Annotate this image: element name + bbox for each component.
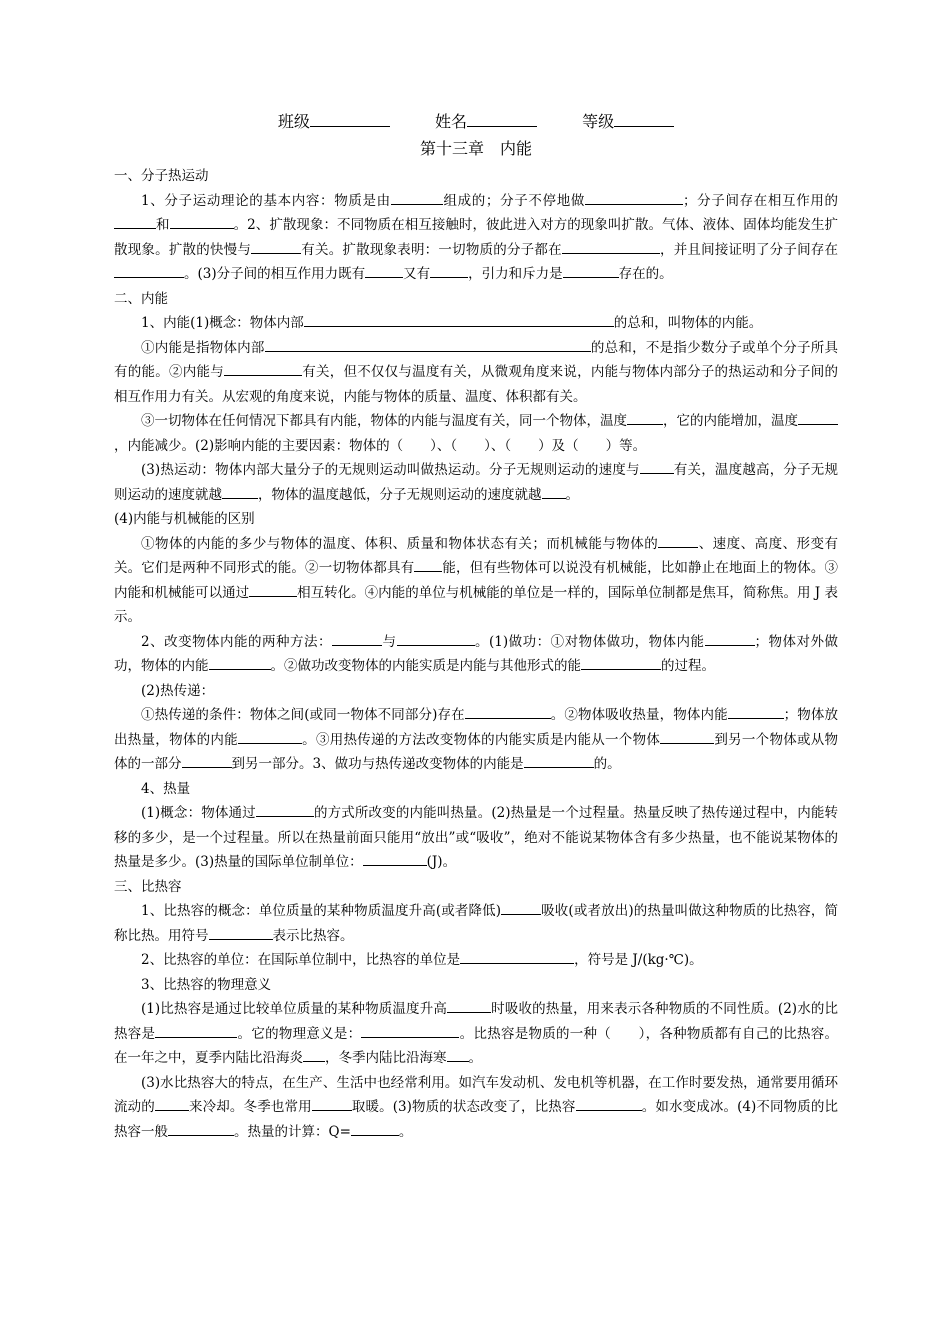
fill-blank[interactable] — [155, 1023, 237, 1038]
paragraph: 4、热量 — [141, 780, 191, 797]
fill-blank[interactable] — [447, 1047, 469, 1062]
subsection-heading: (4)内能与机械能的区别 — [114, 511, 255, 527]
fill-blank[interactable] — [798, 410, 838, 425]
fill-blank[interactable] — [238, 729, 302, 744]
fill-blank[interactable] — [501, 900, 541, 915]
paragraph: ①物体的内能的多少与物体的温度、体积、质量和物体状态有关；而机械能与物体的 、速度、高度、形变有关。它们是两种不同形式的能。②一切物体都具有 能，但有些物体可以说没有机械能，比如静止在地面上的物体。③内能和机械能可以通过 相互转化。④内能的单位与机械能的单位是一样的，国际单位制都是焦耳，简称焦。用 J 表示。 — [114, 532, 838, 630]
paragraph: 3、比热容的物理意义 — [141, 976, 272, 993]
fill-blank[interactable] — [332, 631, 382, 646]
paragraph: (1)概念：物体通过 的方式所改变的内能叫热量。(2)热量是一个过程量。热量反映了热传递过程中，内能转移的多少，是一个过程量。所以在热量前面只能用“放出”或“吸收”，绝对不能说某物体含有多少热量，也不能说某物体的热量是多少。(3)热量的国际单位制单位： (J)。 — [114, 801, 838, 875]
paragraph: (3)水比热容大的特点，在生产、生活中也经常利用。如汽车发动机、发电机等机器，在工作时要发热，通常要用循环流动的 来冷却。冬季也常用 取暖。(3)物质的状态改变了，比热容 。如水变成冰。(4)不同物质的比热容一般 。热量的计算：Q= 。 — [114, 1074, 839, 1140]
fill-blank[interactable] — [155, 1096, 189, 1111]
grade-blank[interactable] — [614, 112, 674, 127]
fill-blank[interactable] — [365, 263, 403, 278]
fill-blank[interactable] — [312, 1096, 352, 1111]
fill-blank[interactable] — [209, 655, 271, 670]
fill-blank[interactable] — [658, 533, 698, 548]
grade-label: 等级 — [582, 112, 615, 131]
fill-blank[interactable] — [351, 1121, 399, 1136]
fill-blank[interactable] — [542, 484, 566, 499]
fill-blank[interactable] — [304, 312, 614, 327]
section-heading: 一、分子热运动 — [114, 168, 209, 184]
section-heading: 三、比热容 — [114, 878, 182, 895]
fill-blank[interactable] — [705, 631, 755, 646]
fill-blank[interactable] — [581, 655, 661, 670]
class-label: 班级 — [277, 112, 310, 131]
fill-blank[interactable] — [460, 949, 574, 964]
fill-blank[interactable] — [224, 361, 302, 376]
paragraph: (1)比热容是通过比较单位质量的某种物质温度升高 时吸收的热量，用来表示各种物质的不同性质。(2)水的比热容是 。它的物理意义是： 。比热容是物质的一种（ ），各种物质都有自己的比热容。在一年之中，夏季内陆比沿海炎 ，冬季内陆比沿海寒 。 — [114, 997, 838, 1071]
fill-blank[interactable] — [585, 190, 683, 205]
fill-blank[interactable] — [397, 631, 475, 646]
chapter-title: 第十三章 内能 — [419, 139, 532, 158]
paragraph: 1、分子运动理论的基本内容：物质是由 组成的；分子不停地做 ；分子间存在相互作用的和 。2、扩散现象：不同物质在相互接触时，彼此进入对方的现象叫扩散。气体、液体、固体均能发生扩散现象。扩散的快慢与 有关。扩散现象表明：一切物质的分子都在 ，并且间接证明了分子间存在。(3)分子间的相互作用力既有 又有 ，引力和斥力是 存在的。 — [114, 189, 838, 287]
name-label: 姓名 — [434, 112, 467, 131]
fill-blank[interactable] — [391, 190, 443, 205]
fill-blank[interactable] — [114, 263, 184, 278]
fill-blank[interactable] — [170, 214, 234, 229]
worksheet-page — [114, 108, 838, 1144]
fill-blank[interactable] — [363, 851, 427, 866]
class-field — [278, 108, 390, 136]
paragraph: 2、比热容的单位：在国际单位制中，比热容的单位是 ，符号是 J/(kg·℃)。 — [114, 948, 838, 973]
fill-blank[interactable] — [256, 802, 314, 817]
fill-blank[interactable] — [168, 1121, 234, 1136]
paragraph: ③一切物体在任何情况下都具有内能，物体的内能与温度有关，同一个物体，温度 ，它的内能增加，温度，内能减少。(2)影响内能的主要因素：物体的（ ）、（ ）、（ ）及（ ）等。 — [114, 409, 838, 458]
fill-blank[interactable] — [660, 729, 714, 744]
fill-blank[interactable] — [414, 557, 442, 572]
fill-blank[interactable] — [182, 753, 232, 768]
fill-blank[interactable] — [222, 484, 258, 499]
paragraph: ①内能是指物体内部 的总和，不是指少数分子或单个分子所具有的能。②内能与 有关，但不仅仅与温度有关，从微观角度来说，内能与物体内部分子的热运动和分子间的相互作用力有关。从宏观的角度来说，内能与物体的质量、温度、体积都有关。 — [114, 336, 838, 410]
name-blank[interactable] — [467, 112, 537, 127]
fill-blank[interactable] — [209, 925, 273, 940]
paragraph: ①热传递的条件：物体之间(或同一物体不同部分)存在 。②物体吸收热量，物体内能 ；物体放出热量，物体的内能 。③用热传递的方法改变物体的内能实质是内能从一个物体 到另一个物体或从物体的一部分 到另一部分。3、做功与热传递改变物体的内能是 的。 — [114, 703, 838, 777]
paragraph: (2)热传递： — [141, 682, 215, 699]
fill-blank[interactable] — [627, 410, 663, 425]
fill-blank[interactable] — [303, 1047, 325, 1062]
fill-blank[interactable] — [576, 1096, 642, 1111]
fill-blank[interactable] — [447, 998, 491, 1013]
section-heading: 二、内能 — [114, 290, 168, 307]
fill-blank[interactable] — [728, 704, 784, 719]
fill-blank[interactable] — [249, 582, 297, 597]
fill-blank[interactable] — [114, 214, 156, 229]
student-info-line — [114, 108, 838, 136]
fill-blank[interactable] — [640, 459, 674, 474]
fill-blank[interactable] — [562, 239, 660, 254]
paragraph: 1、比热容的概念：单位质量的某种物质温度升高(或者降低) 吸收(或者放出)的热量叫做这种物质的比热容，简称比热。用符号 表示比热容。 — [114, 899, 838, 948]
fill-blank[interactable] — [430, 263, 468, 278]
paragraph: 1、内能(1)概念：物体内部 的总和，叫物体的内能。 — [114, 311, 838, 336]
fill-blank[interactable] — [524, 753, 594, 768]
grade-field — [582, 108, 674, 136]
class-blank[interactable] — [310, 112, 390, 127]
paragraph: 2、改变物体内能的两种方法： 与 。(1)做功：①对物体做功，物体内能 ；物体对外做功，物体的内能 。②做功改变物体的内能实质是内能与其他形式的能 的过程。 — [114, 630, 838, 679]
fill-blank[interactable] — [251, 239, 301, 254]
fill-blank[interactable] — [563, 263, 619, 278]
fill-blank[interactable] — [265, 337, 591, 352]
name-field — [435, 108, 537, 136]
fill-blank[interactable] — [361, 1023, 459, 1038]
paragraph: (3)热运动：物体内部大量分子的无规则运动叫做热运动。分子无规则运动的速度与 有关，温度越高，分子无规则运动的速度就越 ，物体的温度越低，分子无规则运动的速度就越 。 — [114, 458, 838, 507]
fill-blank[interactable] — [465, 704, 551, 719]
